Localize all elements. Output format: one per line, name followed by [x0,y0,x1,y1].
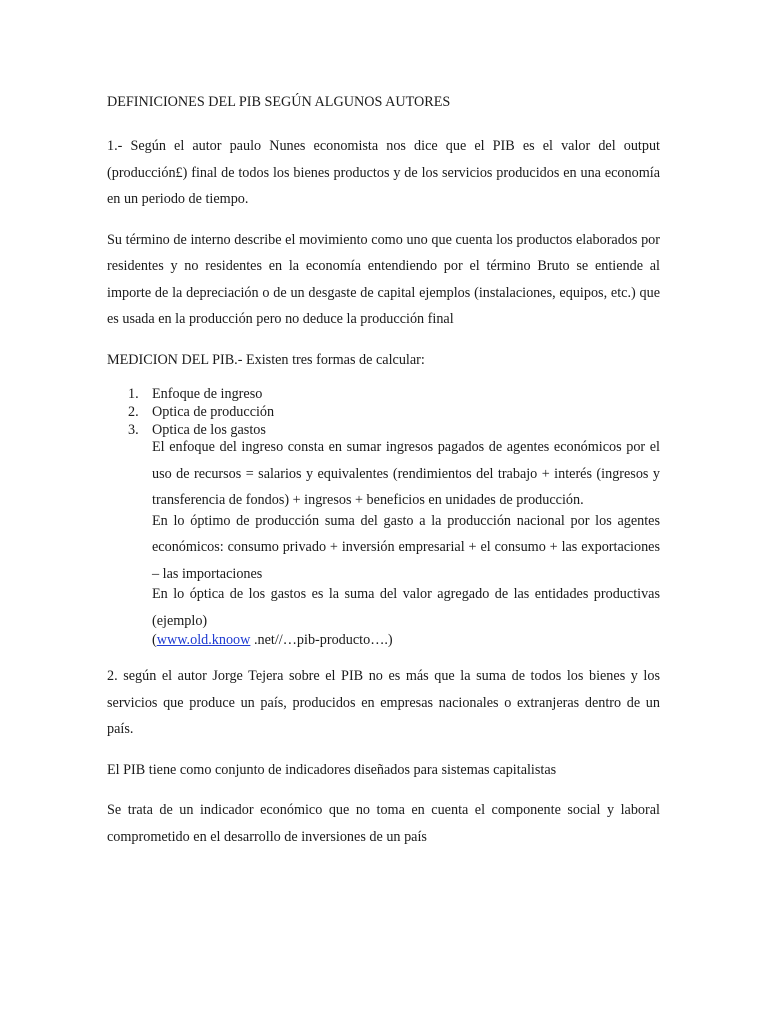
document-title: DEFINICIONES DEL PIB SEGÚN ALGUNOS AUTORES [107,94,451,110]
list-item-label: Enfoque de ingreso [152,386,263,402]
methods-explanation [152,434,660,650]
medicion-heading: MEDICION DEL PIB.- Existen tres formas de calcular: [107,351,425,368]
expenditure-approach-text: En lo óptica de los gastos es la suma del valor agregado de las entidades productivas (ejemplo) [152,586,660,629]
list-item [107,403,660,421]
paragraph-indicators: El PIB tiene como conjunto de indicadores diseñados para sistemas capitalistas [107,761,557,778]
paragraph-definition-1: 1.- Según el autor paulo Nunes economista nos dice que el PIB es el valor del output (producción£) final de todos los bienes productos y de los servicios producidos en una economía en un periodo de tiempo. [107,138,660,207]
list-item-number: 3. [128,422,139,438]
list-item-number: 1. [128,386,139,402]
list-item-label: Optica de producción [152,404,275,420]
source-link[interactable]: www.old.knoow [156,632,251,648]
income-approach-text: El enfoque del ingreso consta en sumar ingresos pagados de agentes económicos por el uso de recursos = salarios y equivalentes (rendimientos del trabajo + interés (ingresos y transferencia de fondos) + ingresos + beneficios en unidades de producción. [152,439,660,508]
source-reference [152,631,660,650]
document-page [107,90,660,864]
paragraph-social-component: Se trata de un indicador económico que no toma en cuenta el componente social y laboral comprometido en el desarrollo de inversiones de un país [107,802,660,845]
production-approach-text: En lo óptimo de producción suma del gasto a la producción nacional por los agentes económicos: consumo privado + inversión empresarial + el consumo + las exportaciones – las importaciones [152,512,660,582]
list-item [107,421,660,439]
measurement-methods-list [107,385,660,439]
link-prefix: ( [152,632,157,648]
list-item-label: Optica de los gastos [152,422,266,438]
link-suffix: .net//…pib-producto….) [250,632,393,648]
list-item [107,385,660,403]
paragraph-bruto-term: Su término de interno describe el movimiento como uno que cuenta los productos elaborados por residentes y no residentes en la economía entendiendo por el término Bruto se entiende al importe de la depreciación o de un desgaste de capital ejemplos (instalaciones, equipos, etc.) que es usada en la producción pero no deduce la producción final [107,231,660,327]
list-item-number: 2. [128,404,139,420]
paragraph-definition-2: 2. según el autor Jorge Tejera sobre el PIB no es más que la suma de todos los bienes y los servicios que produce un país, producidos en empresas nacionales o extranjeras dentro de un país. [107,668,660,737]
